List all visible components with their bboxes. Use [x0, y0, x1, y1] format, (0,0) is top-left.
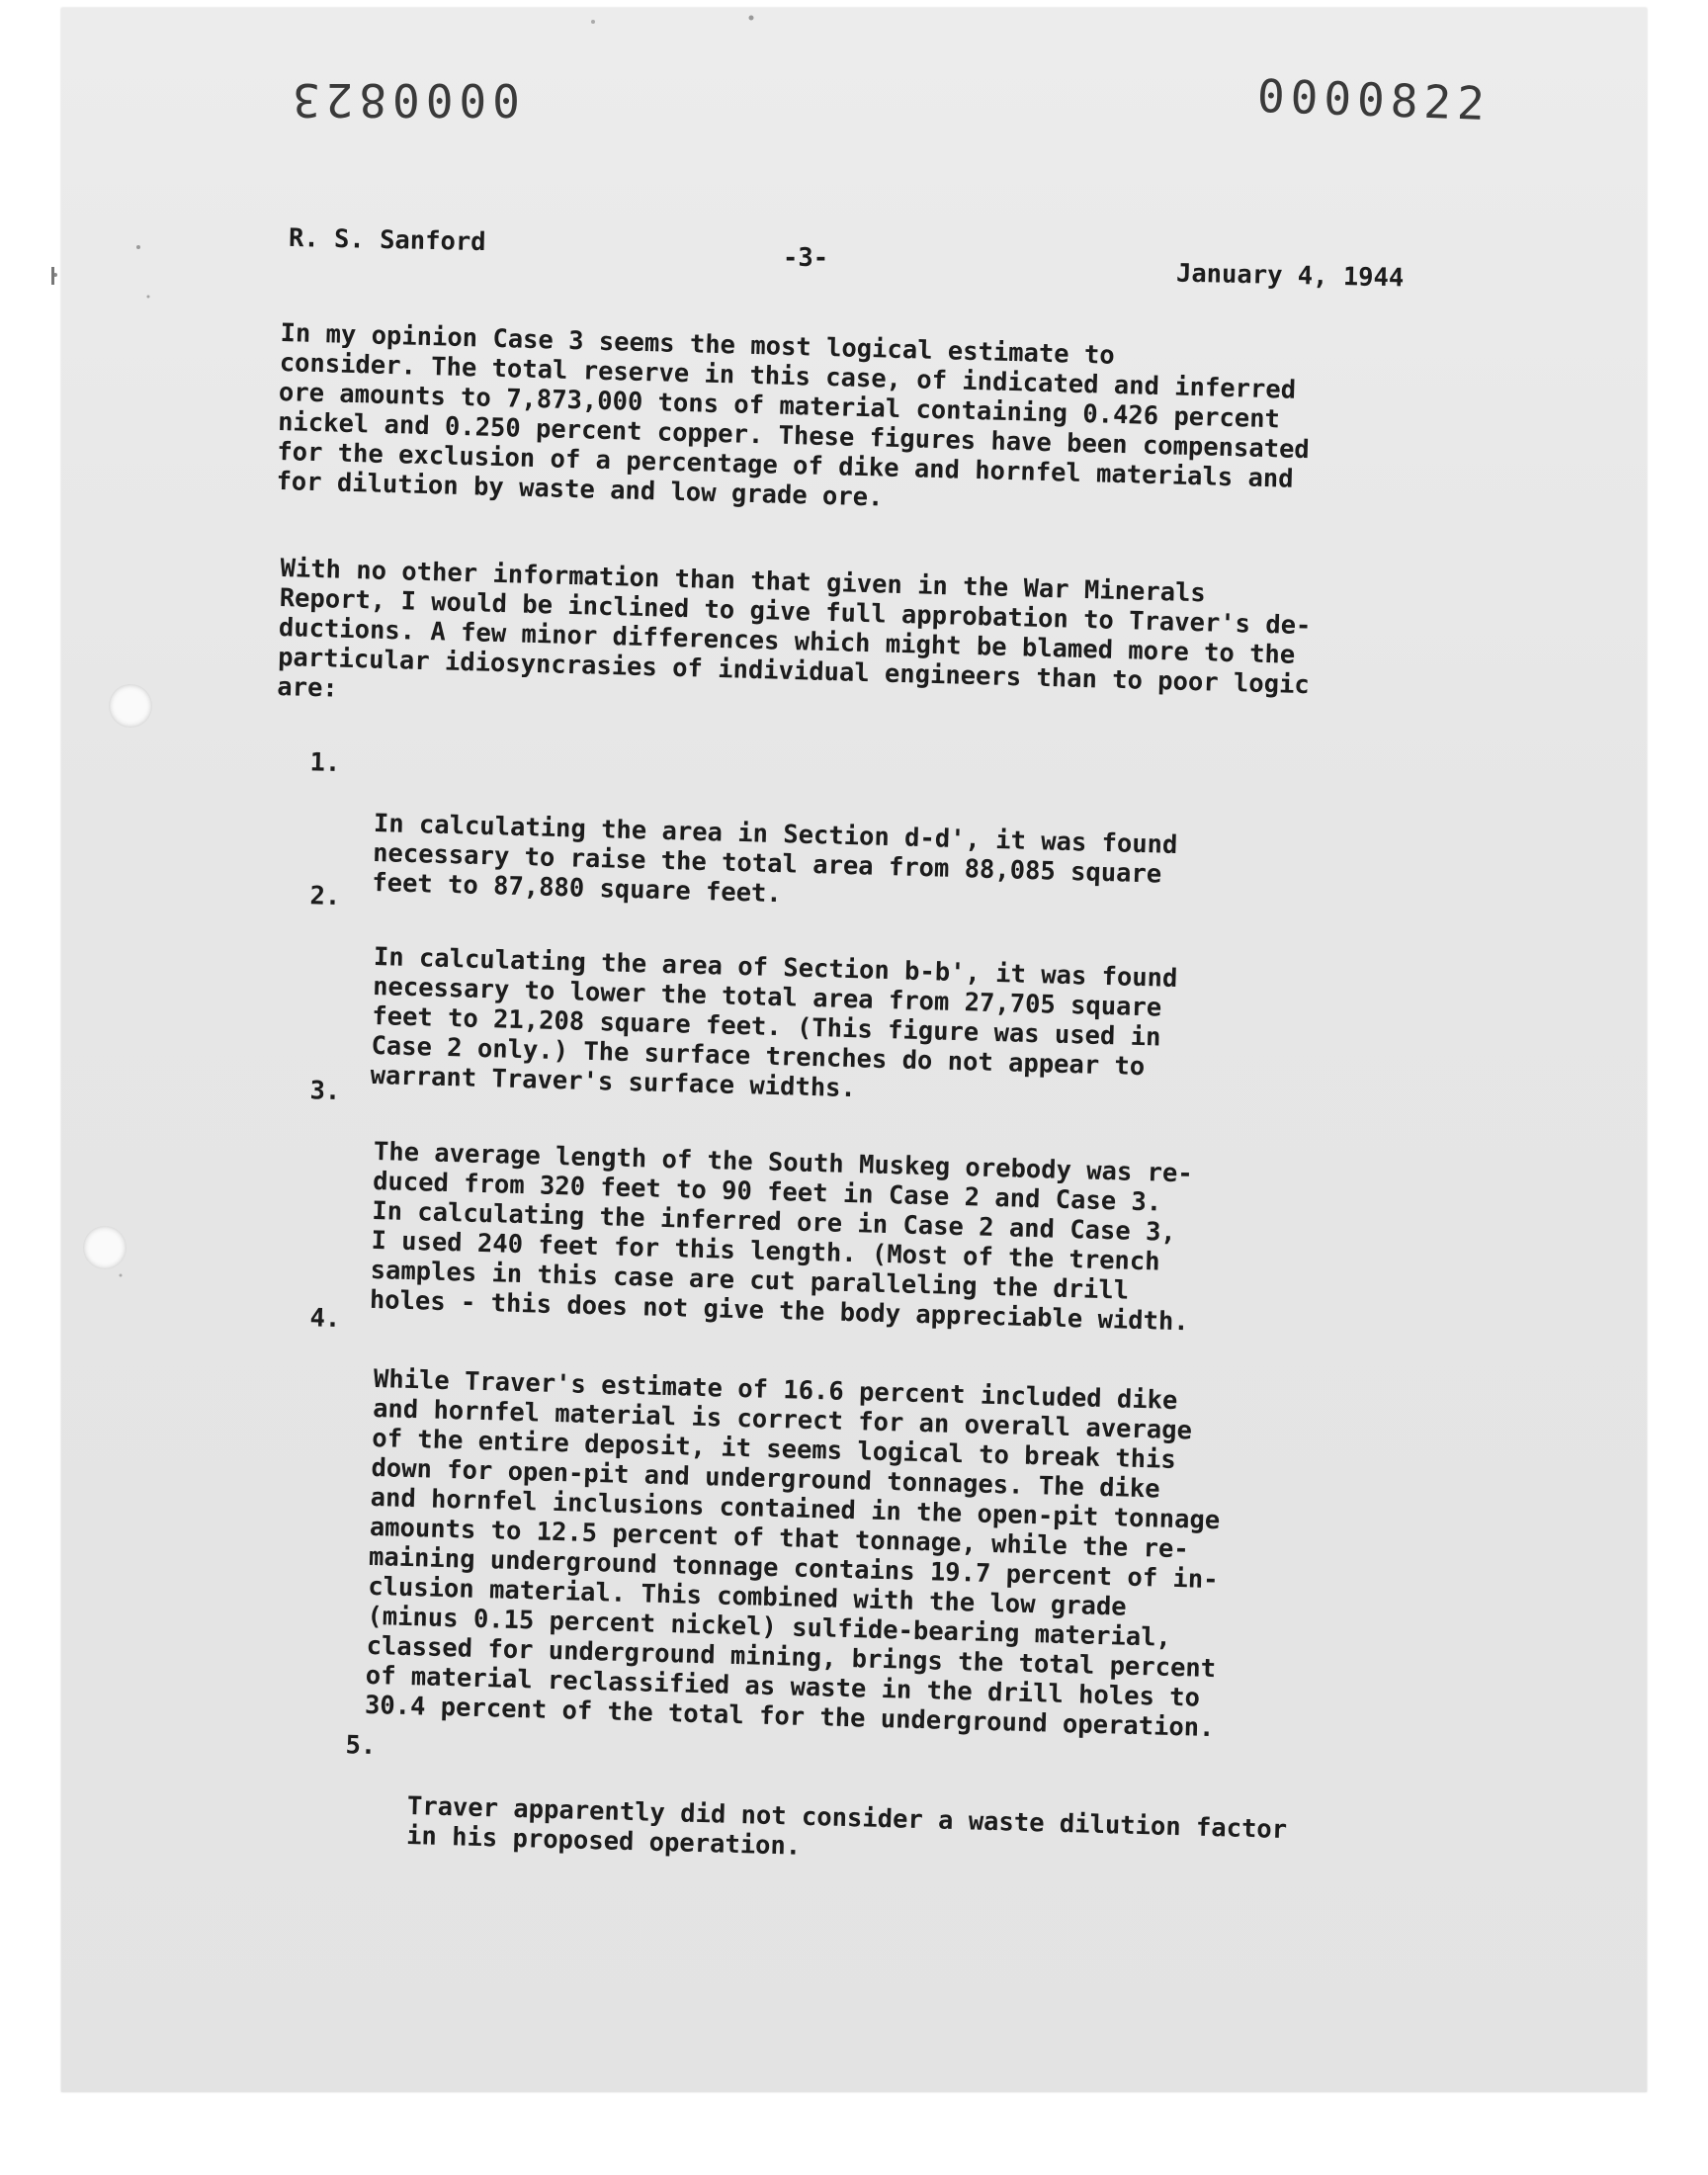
- list-item-text: While Traver's estimate of 16.6 percent included dike and hornfel material is correct for an overall average of the entire deposit, it seems logical to break this down for open-pit and underground tonnages. The dike and hornfel inclusions contained in the open-pit tonnage amounts to 12.5 percent of that tonnage, while the re- maining underground tonnage contains 19.7 percent of in- clusion material. This combined with the low grade (minus 0.15 percent nickel) sulfide-bearing material, classed for underground mining, brings the total percent of material reclassified as waste in the drill holes to 30.4 percent of the total for the underground operation.: [364, 1363, 1221, 1744]
- list-item-text: The average length of the South Muskeg orebody was re- duced from 320 feet to 90 feet in Case 2 and Case 3. In calculating the inferred ore in Case 2 and Case 3, I used 240 feet for this length. (Most of the trench samples in this case are cut paralleling the drill holes - this does not give the body appreciable width.: [369, 1136, 1194, 1338]
- paragraph-war-minerals-report: With no other information than that given in the War Minerals Report, I would be inclined to give full approbation to Traver's de- ductions. A few minor differences which might be blamed more to the particular idiosyncrasies of individual engineers than to poor logic are:: [276, 554, 1312, 704]
- page-number: -3-: [783, 243, 829, 273]
- list-item-number: 1.: [309, 747, 341, 779]
- list-item-number: 5.: [345, 1730, 377, 1762]
- list-item-text: Traver apparently did not consider a waste dilution factor in his proposed operation.: [405, 1790, 1288, 1862]
- list-item-text: In calculating the area of Section b-b', it was found necessary to lower the total area from 27,705 square feet to 21,208 square feet. (This figure was used in Case 2 only.) The surface trenches do not appear to warrant Traver's surface widths.: [370, 941, 1178, 1104]
- list-item-number: 2.: [309, 881, 341, 913]
- list-item-number: 3.: [309, 1076, 341, 1107]
- document-number-stamp: 0000822: [1256, 68, 1492, 131]
- list-item-text: In calculating the area in Section d-d', it was found necessary to raise the total area from 88,085 square feet to 87,880 square feet.: [371, 808, 1178, 910]
- paragraph-case-3-opinion: In my opinion Case 3 seems the most logical estimate to consider. The total reserve in this case, of indicated and inferred ore amounts to 7,873,000 tons of material containing 0.426 percent nickel and 0.250 percent copper. These figures have been compensated for the exclusion of a percentage of dike and hornfel materials and for dilution by waste and low grade ore.: [276, 318, 1311, 513]
- document-number-stamp-inverted: 0000823: [287, 73, 520, 127]
- addressee: R. S. Sanford: [288, 222, 486, 258]
- letter-date: January 4, 1944: [1175, 258, 1405, 294]
- list-item-number: 4.: [309, 1303, 341, 1335]
